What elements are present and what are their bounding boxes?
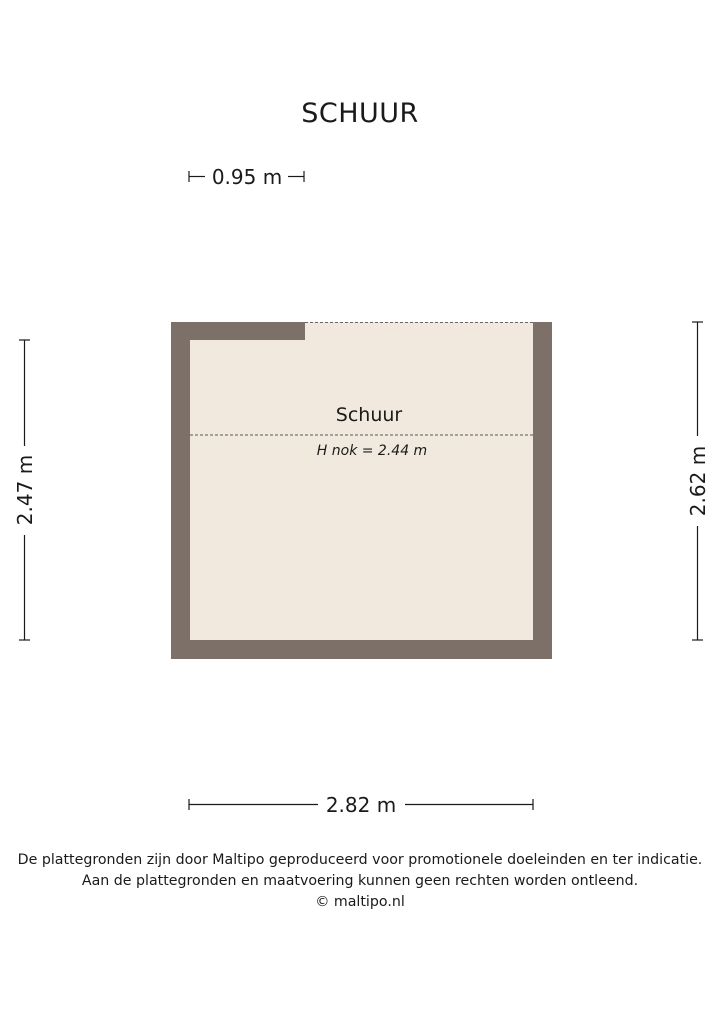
room-label: Schuur bbox=[335, 404, 403, 426]
disclaimer bbox=[0, 850, 720, 913]
disclaimer-line-2: Aan de plattegronden en maatvoering kunnen geen rechten worden ontleend. bbox=[81, 873, 639, 889]
page-title: SCHUUR bbox=[301, 98, 419, 129]
dimension-top-label: 0.95 m bbox=[211, 165, 283, 189]
dimension-left-label: 2.47 m bbox=[13, 454, 37, 526]
wall-left bbox=[171, 322, 190, 659]
room-height-label: H nok = 2.44 m bbox=[316, 443, 428, 459]
dimension-bottom-label: 2.82 m bbox=[325, 793, 397, 817]
disclaimer-line-1: De plattegronden zijn door Maltipo geproduceerd voor promotionele doeleinden en ter indicatie. bbox=[17, 852, 703, 868]
wall-top-segment bbox=[171, 322, 305, 340]
dimension-right-label: 2.62 m bbox=[686, 445, 710, 517]
wall-right bbox=[533, 322, 552, 659]
copyright-line: © maltipo.nl bbox=[315, 894, 405, 910]
wall-bottom bbox=[171, 640, 552, 659]
room-floor bbox=[190, 322, 533, 640]
